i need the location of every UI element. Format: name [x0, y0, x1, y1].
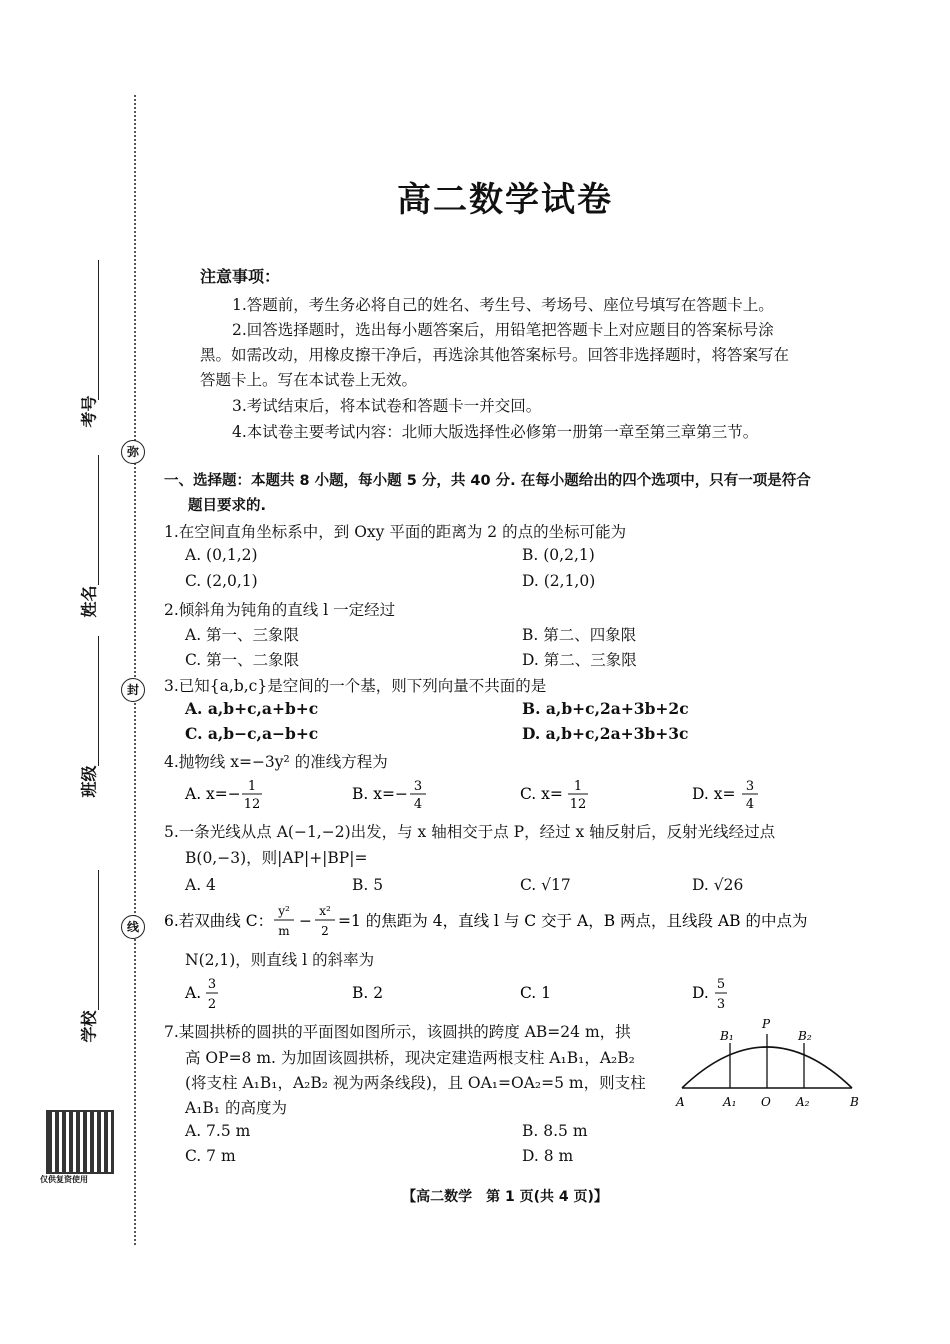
q4-a-num: 1	[247, 779, 257, 794]
notice-item-2-cont2: 答题卡上。写在本试卷上无效。	[200, 371, 418, 389]
fig-label-b1: B₁	[720, 1029, 734, 1043]
q6-minus: −	[299, 912, 312, 930]
q5-stem-line1: 5.一条光线从点 A(−1,−2)出发，与 x 轴相交于点 P，经过 x 轴反射后，反射光线经过点	[164, 823, 776, 841]
notice-heading: 注意事项：	[200, 267, 281, 286]
fig-label-a2: A₂	[796, 1095, 810, 1109]
q2-option-a: A. 第一、三象限	[185, 626, 300, 644]
q3-option-c: C. a,b−c,a−b+c	[185, 724, 319, 743]
q4-option-b: B. x=−	[352, 785, 408, 803]
q4-a-den: 12	[243, 797, 261, 812]
q7-option-a: A. 7.5 m	[185, 1122, 251, 1140]
q4-option-c: C. x=	[520, 785, 563, 803]
q4-option-d: D. x=	[692, 785, 736, 803]
q6-frac2-den: 2	[321, 924, 329, 938]
q5-stem-line2: B(0,−3)，则|AP|+|BP|=	[185, 849, 368, 867]
notice-item-2: 2.回答选择题时，选出每小题答案后，用铅笔把答题卡上对应题目的答案标号涂	[232, 321, 774, 339]
q4-option-a: A. x=−	[185, 785, 241, 803]
notice-item-4: 4.本试卷主要考试内容：北师大版选择性必修第一册第一章至第三章第三节。	[232, 423, 759, 441]
q1-option-d: D. (2,1,0)	[522, 572, 596, 590]
notice-item-3: 3.考试结束后，将本试卷和答题卡一并交回。	[232, 397, 542, 415]
fig-label-b: B	[850, 1095, 859, 1109]
q6-a-den: 2	[207, 997, 217, 1012]
qr-caption: 仅供复资使用	[40, 1174, 88, 1184]
q6-options	[180, 972, 880, 1016]
fig-label-o: O	[761, 1095, 771, 1109]
q2-option-c: C. 第一、二象限	[185, 651, 300, 669]
exam-number-label: 考号	[79, 395, 99, 428]
q7-option-b: B. 8.5 m	[522, 1122, 588, 1140]
q6-a-num: 3	[207, 977, 217, 992]
q3-option-b: B. a,b+c,2a+3b+2c	[522, 699, 689, 718]
page-footer: 【高二数学 第 1 页(共 4 页)】	[402, 1189, 608, 1205]
q6-option-b: B. 2	[352, 984, 384, 1002]
q2-option-b: B. 第二、四象限	[522, 626, 637, 644]
q7-stem-line4: A₁B₁ 的高度为	[185, 1099, 287, 1117]
fig-label-a1: A₁	[723, 1095, 737, 1109]
q4-d-num: 3	[745, 779, 755, 794]
q6-frac2-num: x²	[319, 904, 331, 918]
section1-heading: 一、选择题：本题共 8 小题，每小题 5 分，共 40 分. 在每小题给出的四个选项中，只有一项是符合	[164, 473, 811, 489]
q4-c-den: 12	[569, 797, 587, 812]
q4-d-den: 4	[745, 797, 755, 812]
q6-stem-a: 6.若双曲线 C：	[164, 912, 274, 930]
q1-option-b: B. (0,2,1)	[522, 546, 595, 564]
name-label: 姓名	[79, 585, 99, 618]
seal-feng: 封	[121, 678, 145, 702]
q2-option-d: D. 第二、三象限	[522, 651, 637, 669]
q1-stem: 1.在空间直角坐标系中，到 Oxy 平面的距离为 2 的点的坐标可能为	[164, 523, 627, 541]
q4-c-num: 1	[573, 779, 583, 794]
q5-option-a: A. 4	[185, 876, 216, 894]
q6-d-den: 3	[716, 997, 726, 1012]
notice-item-1: 1.答题前，考生务必将自己的姓名、考生号、考场号、座位号填写在答题卡上。	[232, 296, 774, 314]
fig-label-p: P	[762, 1017, 771, 1031]
notice-item-2-cont: 黑。如需改动，用橡皮擦干净后，再选涂其他答案标号。回答非选择题时，将答案写在	[200, 346, 790, 364]
school-label: 学校	[79, 1010, 99, 1043]
q5-option-b: B. 5	[352, 876, 384, 894]
q2-stem: 2.倾斜角为钝角的直线 l 一定经过	[164, 601, 396, 619]
q7-stem-line3: (将支柱 A₁B₁，A₂B₂ 视为两条线段)，且 OA₁=OA₂=5 m，则支柱	[185, 1074, 646, 1092]
q4-stem: 4.抛物线 x=−3y² 的准线方程为	[164, 753, 388, 771]
q3-option-a: A. a,b+c,a+b+c	[185, 699, 319, 718]
q6-frac1-num: y²	[278, 904, 290, 918]
q5-option-c: C. √17	[520, 876, 571, 894]
fig-label-b2: B₂	[798, 1029, 812, 1043]
class-line	[98, 636, 99, 766]
seal-mi: 弥	[121, 440, 145, 464]
q3-stem: 3.已知{a,b,c}是空间的一个基，则下列向量不共面的是	[164, 677, 547, 695]
page-title: 高二数学试卷	[397, 180, 613, 220]
q6-stem-b: =1 的焦距为 4，直线 l 与 C 交于 A，B 两点，且线段 AB 的中点为	[338, 912, 808, 930]
exam-number-line	[98, 260, 99, 400]
q4-b-num: 3	[413, 779, 423, 794]
q6-option-d: D.	[692, 984, 709, 1002]
section1-heading-cont: 题目要求的.	[188, 498, 267, 514]
q6-frac1-den: m	[278, 924, 290, 938]
q4-options	[180, 773, 880, 813]
q6-stem-line1	[160, 898, 880, 942]
q7-stem-line1: 7.某圆拱桥的圆拱的平面图如图所示，该圆拱的跨度 AB=24 m，拱	[164, 1023, 631, 1041]
q4-b-den: 4	[413, 797, 423, 812]
q7-option-c: C. 7 m	[185, 1147, 236, 1165]
q7-option-d: D. 8 m	[522, 1147, 574, 1165]
q1-option-a: A. (0,1,2)	[185, 546, 258, 564]
seal-xian: 线	[121, 915, 145, 939]
q6-option-a: A.	[185, 984, 202, 1002]
class-label: 班级	[79, 765, 99, 798]
q6-stem-line2: N(2,1)，则直线 l 的斜率为	[185, 951, 375, 969]
q6-option-c: C. 1	[520, 984, 552, 1002]
binding-dotted-line	[134, 95, 136, 1245]
qr-code-icon	[46, 1110, 114, 1174]
q3-option-d: D. a,b+c,2a+3b+3c	[522, 724, 689, 743]
q5-option-d: D. √26	[692, 876, 744, 894]
fig-label-a: A	[676, 1095, 685, 1109]
school-line	[98, 870, 99, 1010]
name-line	[98, 455, 99, 585]
q1-option-c: C. (2,0,1)	[185, 572, 258, 590]
q7-stem-line2: 高 OP=8 m. 为加固该圆拱桥，现决定建造两根支柱 A₁B₁，A₂B₂	[185, 1049, 635, 1067]
q7-arch-figure	[672, 1014, 872, 1124]
q6-d-num: 5	[716, 977, 726, 992]
